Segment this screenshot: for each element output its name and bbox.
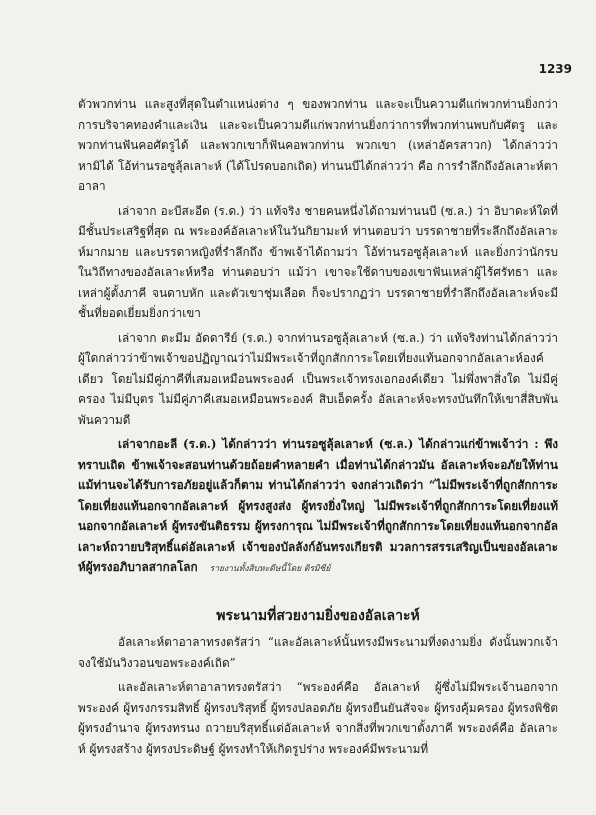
page-number: 1239 bbox=[538, 62, 572, 76]
section-heading: พระนามที่สวยงามยิ่งของอัลเลาะห์ bbox=[216, 607, 420, 624]
paragraph: และอัลเลาะห์ตาอาลาทรงตรัสว่า “พระองค์คือ อัลเลาะห์ ผู้ซึ่งไม่มีพระเจ้านอกจากพระองค์ ผู้ทรงกรรมสิทธิ์ ผู้ทรงบริสุทธิ์ ผู้ทรงปลอดภัย ผู้ทรงยืนยันสัจจะ ผู้ทรงคุ้มครอง ผู้ทรงพิชิต ผู้ทรงอำนาจ ผู้ทรงทรนง ถวายบริสุทธิ์แด่อัลเลาะห์ จากสิ่งที่พวกเขาตั้งภาคี พระองค์คือ อัลเลาะห์ ผู้ทรงสร้าง ผู้ทรงประดิษฐ์ ผู้ทรงทำให้เกิดรูปร่าง พระองค์มีพระนามที่ bbox=[78, 680, 558, 756]
paragraph: อัลเลาะห์ตาอาลาทรงตรัสว่า “และอัลเลาะห์นั้นทรงมีพระนามที่งดงามยิ่ง ดังนั้นพวกเจ้าจงใช้มันวิงวอนขอพระองค์เถิด” bbox=[78, 635, 558, 670]
paragraph: เล่าจาก อะบีสะอีด (ร.ด.) ว่า แท้จริง ชายคนหนึ่งได้ถามท่านนบี (ซ.ล.) ว่า อิบาดะห์ใดที่มีชั้นประเสริฐที่สุด ณ พระองค์อัลเลาะห์ในวันกิยามะห์ ท่านตอบว่า บรรดาชายที่ระลึกถึงอัลเลาะห์มากมาย และบรรดาหญิงที่รำลึกถึง ข้าพเจ้าได้ถามว่า โอ้ท่านรอซูลุ้ลเลาะห์ และยิ่งกว่านักรบในวิถีทางของอัลเลาะห์หรือ ท่านตอบว่า แม้ว่า เขาจะใช้ดาบของเขาฟันเหล่าผู้ไร้ศรัทธา และเหล่าผู้ตั้งภาคี จนดาบหัก และตัวเขาชุ่มเลือด ก็จะปรากฏว่า บรรดาชายที่รำลึกถึงอัลเลาะห์จะมีชั้นที่ยอดเยี่ยมยิ่งกว่าเขา bbox=[78, 203, 558, 320]
source-note: รายงานทั้งสิบหะดีษนี้โดย ติรมิซีย์ bbox=[209, 564, 331, 574]
paragraph: ตัวพวกท่าน และสูงที่สุดในตำแหน่งต่าง ๆ ของพวกท่าน และจะเป็นความดีแก่พวกท่านยิ่งกว่าการบริจาคทองคำและเงิน และจะเป็นความดีแก่พวกท่านยิ่งกว่าการที่พวกท่านพบกับศัตรู และพวกท่านฟันคอศัตรูได้ และพวกเขาก็ฟันคอพวกท่าน พวกเขา (เหล่าอัครสาวก) ได้กล่าวว่า หามิได้ โอ้ท่านรอซูลุ้ลเลาะห์ (ได้โปรดบอกเถิด) ท่านนบีได้กล่าวว่า คือ การรำลึกถึงอัลเลาะห์ตาอาลา bbox=[78, 97, 558, 193]
paragraph bbox=[78, 434, 558, 580]
hadith-text: เล่าจากอะลี (ร.ด.) ได้กล่าวว่า ท่านรอซูลุ้ลเลาะห์ (ซ.ล.) ได้กล่าวแก่ข้าพเจ้าว่า : พึงทราบเถิด ข้าพเจ้าจะสอนท่านด้วยถ้อยคำหลายคำ เมื่อท่านได้กล่าวมัน อัลเลาะห์จะอภัยให้ท่าน แม้ท่านจะได้รับการอภัยอยู่แล้วก็ตาม ท่านได้กล่าวว่า จงกล่าวเถิดว่า “ไม่มีพระเจ้าที่ถูกสักการะโดยเที่ยงแท้นอกจากอัลเลาะห์ ผู้ทรงสูงส่ง ผู้ทรงยิ่งใหญ่ ไม่มีพระเจ้าที่ถูกสักการะโดยเที่ยงแท้นอกจากอัลเลาะห์ ผู้ทรงขันติธรรม ผู้ทรงการุณ ไม่มีพระเจ้าที่ถูกสักการะโดยเที่ยงแท้นอกจากอัลเลาะห์ถวายบริสุทธิ์แด่อัลเลาะห์ เจ้าของบัลลังก์อันทรงเกียรติ มวลการสรรเสริญเป็นของอัลเลาะห์ผู้ทรงอภิบาลสากลโลก bbox=[78, 437, 558, 574]
paragraph: เล่าจาก ตะมีม อัดดารีย์ (ร.ด.) จากท่านรอซูลุ้ลเลาะห์ (ซ.ล.) ว่า แท้จริงท่านได้กล่าวว่า ผู้ใดกล่าวว่าข้าพเจ้าขอปฏิญาณว่าไม่มีพระเจ้าที่ถูกสักการะโดยเที่ยงแท้นอกจากอัลเลาะห์องค์เดียว โดยไม่มีคู่ภาคีที่เสมอเหมือนพระองค์ เป็นพระเจ้าทรงเอกองค์เดียว ไม่พึ่งพาสิ่งใด ไม่มีคู่ครอง ไม่มีบุตร ไม่มีคู่ภาคีเสมอเหมือนพระองค์ สิบเอ็ดครั้ง อัลเลาะห์จะทรงบันทึกให้เขาสี่สิบพันพันความดี bbox=[78, 330, 558, 427]
body-text bbox=[78, 94, 558, 759]
